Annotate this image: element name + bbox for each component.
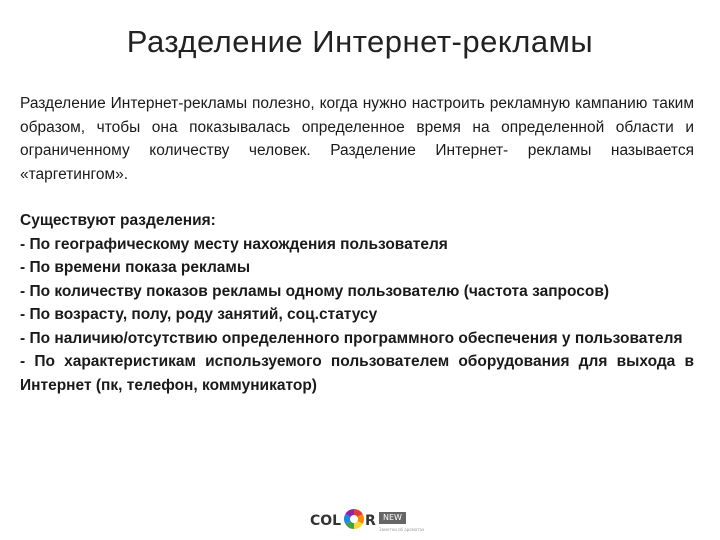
list-item-hardware: - По характеристикам используемого пользователем оборудования для выхода в Интернет (пк, телефон, коммуникатор) <box>20 353 694 394</box>
list-item-frequency: - По количеству показов рекламы одному пользователю (частота запросов) <box>20 282 610 300</box>
list-item-time: - По времени показа рекламы <box>20 259 251 276</box>
list-item-geo: - По географическому месту нахождения пользователя <box>20 235 448 253</box>
color-wheel-icon <box>343 508 365 530</box>
color-new-logo <box>310 508 430 536</box>
slide-title: Разделение Интернет-рекламы <box>126 24 594 59</box>
logo-badge: NEW <box>379 512 406 524</box>
intro-paragraph: Разделение Интернет-рекламы полезно, когда нужно настроить рекламную кампанию таким образом, чтобы она показывалась определенное время на определенной области и ограниченному количеству человек. Разделение Интернет- рекламы называется «таргетингом». <box>20 95 694 183</box>
list-heading: Существуют разделения: <box>20 212 216 229</box>
logo-text-right: R <box>365 513 376 529</box>
logo-text-left: COL <box>310 513 342 529</box>
list-item-demographics: - По возрасту, полу, роду занятий, соц.статусу <box>20 306 378 323</box>
segmentation-list <box>20 209 694 397</box>
slide-content <box>20 92 694 397</box>
logo-tagline: Заметки об ароматах <box>379 527 425 532</box>
list-item-software: - По наличию/отсутствию определенного программного обеспечения у пользователя <box>20 329 683 347</box>
